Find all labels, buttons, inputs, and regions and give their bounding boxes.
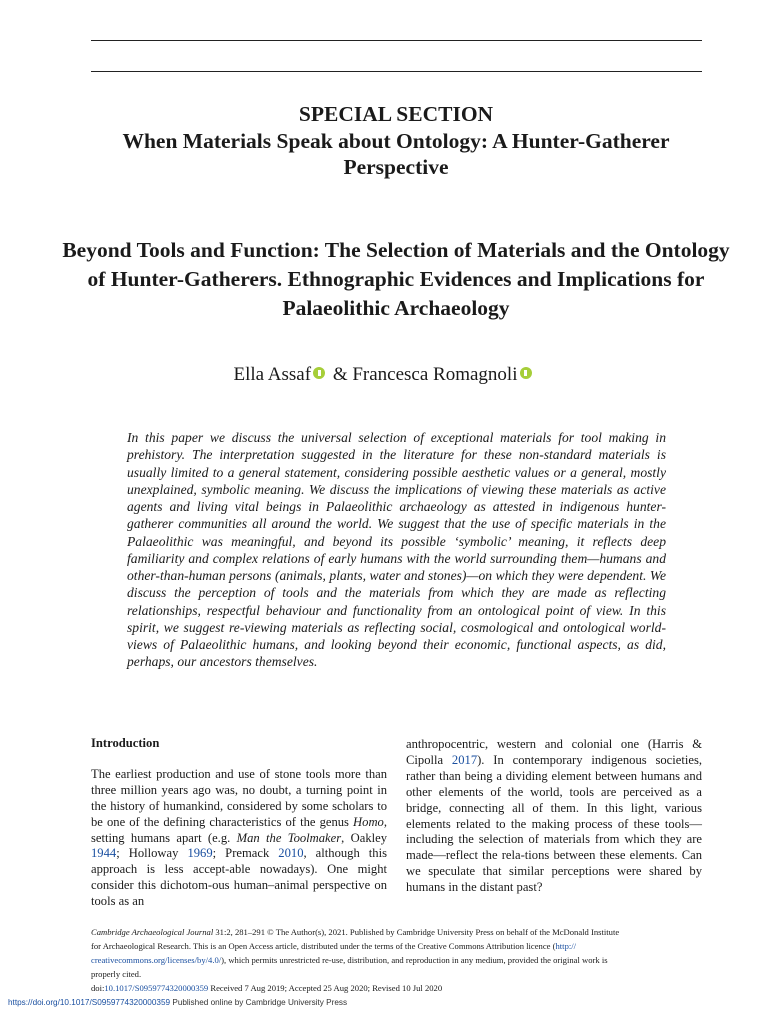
- text-run: ; Holloway: [116, 846, 188, 861]
- text-run: anthropocentric, western and colonial one (Harris & Cipolla: [406, 737, 702, 767]
- paragraph: [406, 737, 702, 896]
- text-run: The earliest production and use of stone tools more than three million years ago was, no doubt, a turning point in the history of humankind, considered by some scholars to be one of the defining characteristics of the genus: [91, 766, 387, 829]
- published-online-note: Published online by Cambridge University Press: [170, 998, 348, 1007]
- author-name: Francesca Romagnoli: [352, 364, 518, 385]
- body-column-left: [91, 736, 387, 910]
- text-run: ). In contemporary indigenous societies, rather than being a dividing element between humans and other elements of the world, tools are perceived as a bridge, connecting all of them. In this light, various elements related to the making process of these tools—including the selection of materials from which they are made—reflect the rela-tions between these elements. Can we speculate that similar perceptions were shared by humans in the distant past?: [406, 752, 702, 895]
- doi-url-link[interactable]: https://doi.org/10.1017/S0959774320000359: [8, 998, 171, 1007]
- article-dates: Received 7 Aug 2019; Accepted 25 Aug 2020; Revised 10 Jul 2020: [208, 983, 443, 993]
- footer-text: for Archaeological Research. This is an Open Access article, distributed under the terms of the Creative Commons Attribution licence (: [91, 941, 556, 951]
- footer-citation-line: [91, 925, 702, 939]
- footer-text: 31:2, 281–291 © The Author(s), 2021. Published by Cambridge University Press on behalf of the McDonald Institute: [213, 927, 620, 937]
- footer-doi-line: [91, 981, 702, 995]
- journal-footer: [91, 925, 702, 995]
- footer-licence-line: [91, 939, 702, 953]
- section-label: SPECIAL SECTION: [298, 102, 494, 126]
- abstract: In this paper we discuss the universal selection of exceptional materials for tool making in prehistory. The interpretation suggested in the literature for these non-standard materials is usually limited to a general statement, considering possible aesthetic values or a general, mostly unexplained, symbolic meaning. We discuss the implications of viewing these materials as active agents and living vital beings in Palaeolithic archaeology as attested in indigenous hunter-gatherer communities all around the world. We suggest that the use of specific materials in the Palaeolithic was meaningful, and beyond its possible ‘symbolic’ meaning, it reflects deep familiarity and complex relations of early humans with the world surrounding them—humans and other-than-human persons (animals, plants, water and stones)—on which they were dependent. We discuss the perception of tools and the materials from which they are made as reflecting relationships, respectful behaviour and functionality from an ontological point of view. In this spirit, we suggest re-viewing materials as reflecting social, cosmological and ontological world-views of Palaeolithic humans, and looking beyond their economic, functional aspects, as did, perhaps, our ancestors themselves.: [127, 430, 666, 670]
- citation-link[interactable]: 2017: [451, 752, 478, 767]
- footer-text: properly cited.: [91, 969, 142, 979]
- licence-link[interactable]: creativecommons.org/licenses/by/4.0/: [91, 955, 222, 965]
- orcid-icon[interactable]: [520, 367, 532, 379]
- text-run: , although this approach is less accept-able nowadays). One might consider this dichotom-ous human–animal perspective on tools as an: [91, 846, 387, 909]
- section-heading: Introduction: [91, 736, 160, 750]
- section-title: When Materials Speak about Ontology: A Hunter-Gatherer Perspective: [122, 128, 670, 179]
- author-separator: &: [328, 364, 353, 385]
- footer-text: ), which permits unrestricted re-use, distribution, and reproduction in any medium, provided the original work is: [221, 955, 608, 965]
- doi-link[interactable]: 10.1017/S0959774320000359: [104, 983, 209, 993]
- author-line: [0, 362, 768, 388]
- text-run: ; Premack: [212, 846, 279, 861]
- citation-link[interactable]: 1969: [187, 846, 213, 861]
- header-rule: [91, 71, 702, 72]
- body-column-right: [406, 737, 702, 896]
- text-run: , Oakley: [341, 830, 387, 845]
- licence-link[interactable]: http://: [555, 941, 577, 951]
- italic-term: Homo: [353, 814, 384, 829]
- doi-label: doi:: [91, 983, 105, 993]
- orcid-icon[interactable]: [313, 367, 325, 379]
- paragraph: [91, 767, 387, 910]
- journal-name: Cambridge Archaeological Journal: [91, 927, 214, 937]
- citation-link[interactable]: 1944: [91, 846, 117, 861]
- italic-term: Man the Toolmaker: [236, 830, 342, 845]
- article-title: Beyond Tools and Function: The Selection of Materials and the Ontology of Hunter-Gatherers. Ethnographic Evidences and Implications for Palaeolithic Archaeology: [62, 238, 730, 320]
- bottom-bar: [8, 998, 347, 1008]
- text-run: , setting humans apart (e.g.: [91, 814, 387, 845]
- footer-licence-line: [91, 953, 702, 967]
- author-name: Ella Assaf: [233, 364, 312, 385]
- citation-link[interactable]: 2010: [278, 846, 304, 861]
- special-section-heading: [60, 101, 732, 181]
- top-rule: [91, 40, 702, 41]
